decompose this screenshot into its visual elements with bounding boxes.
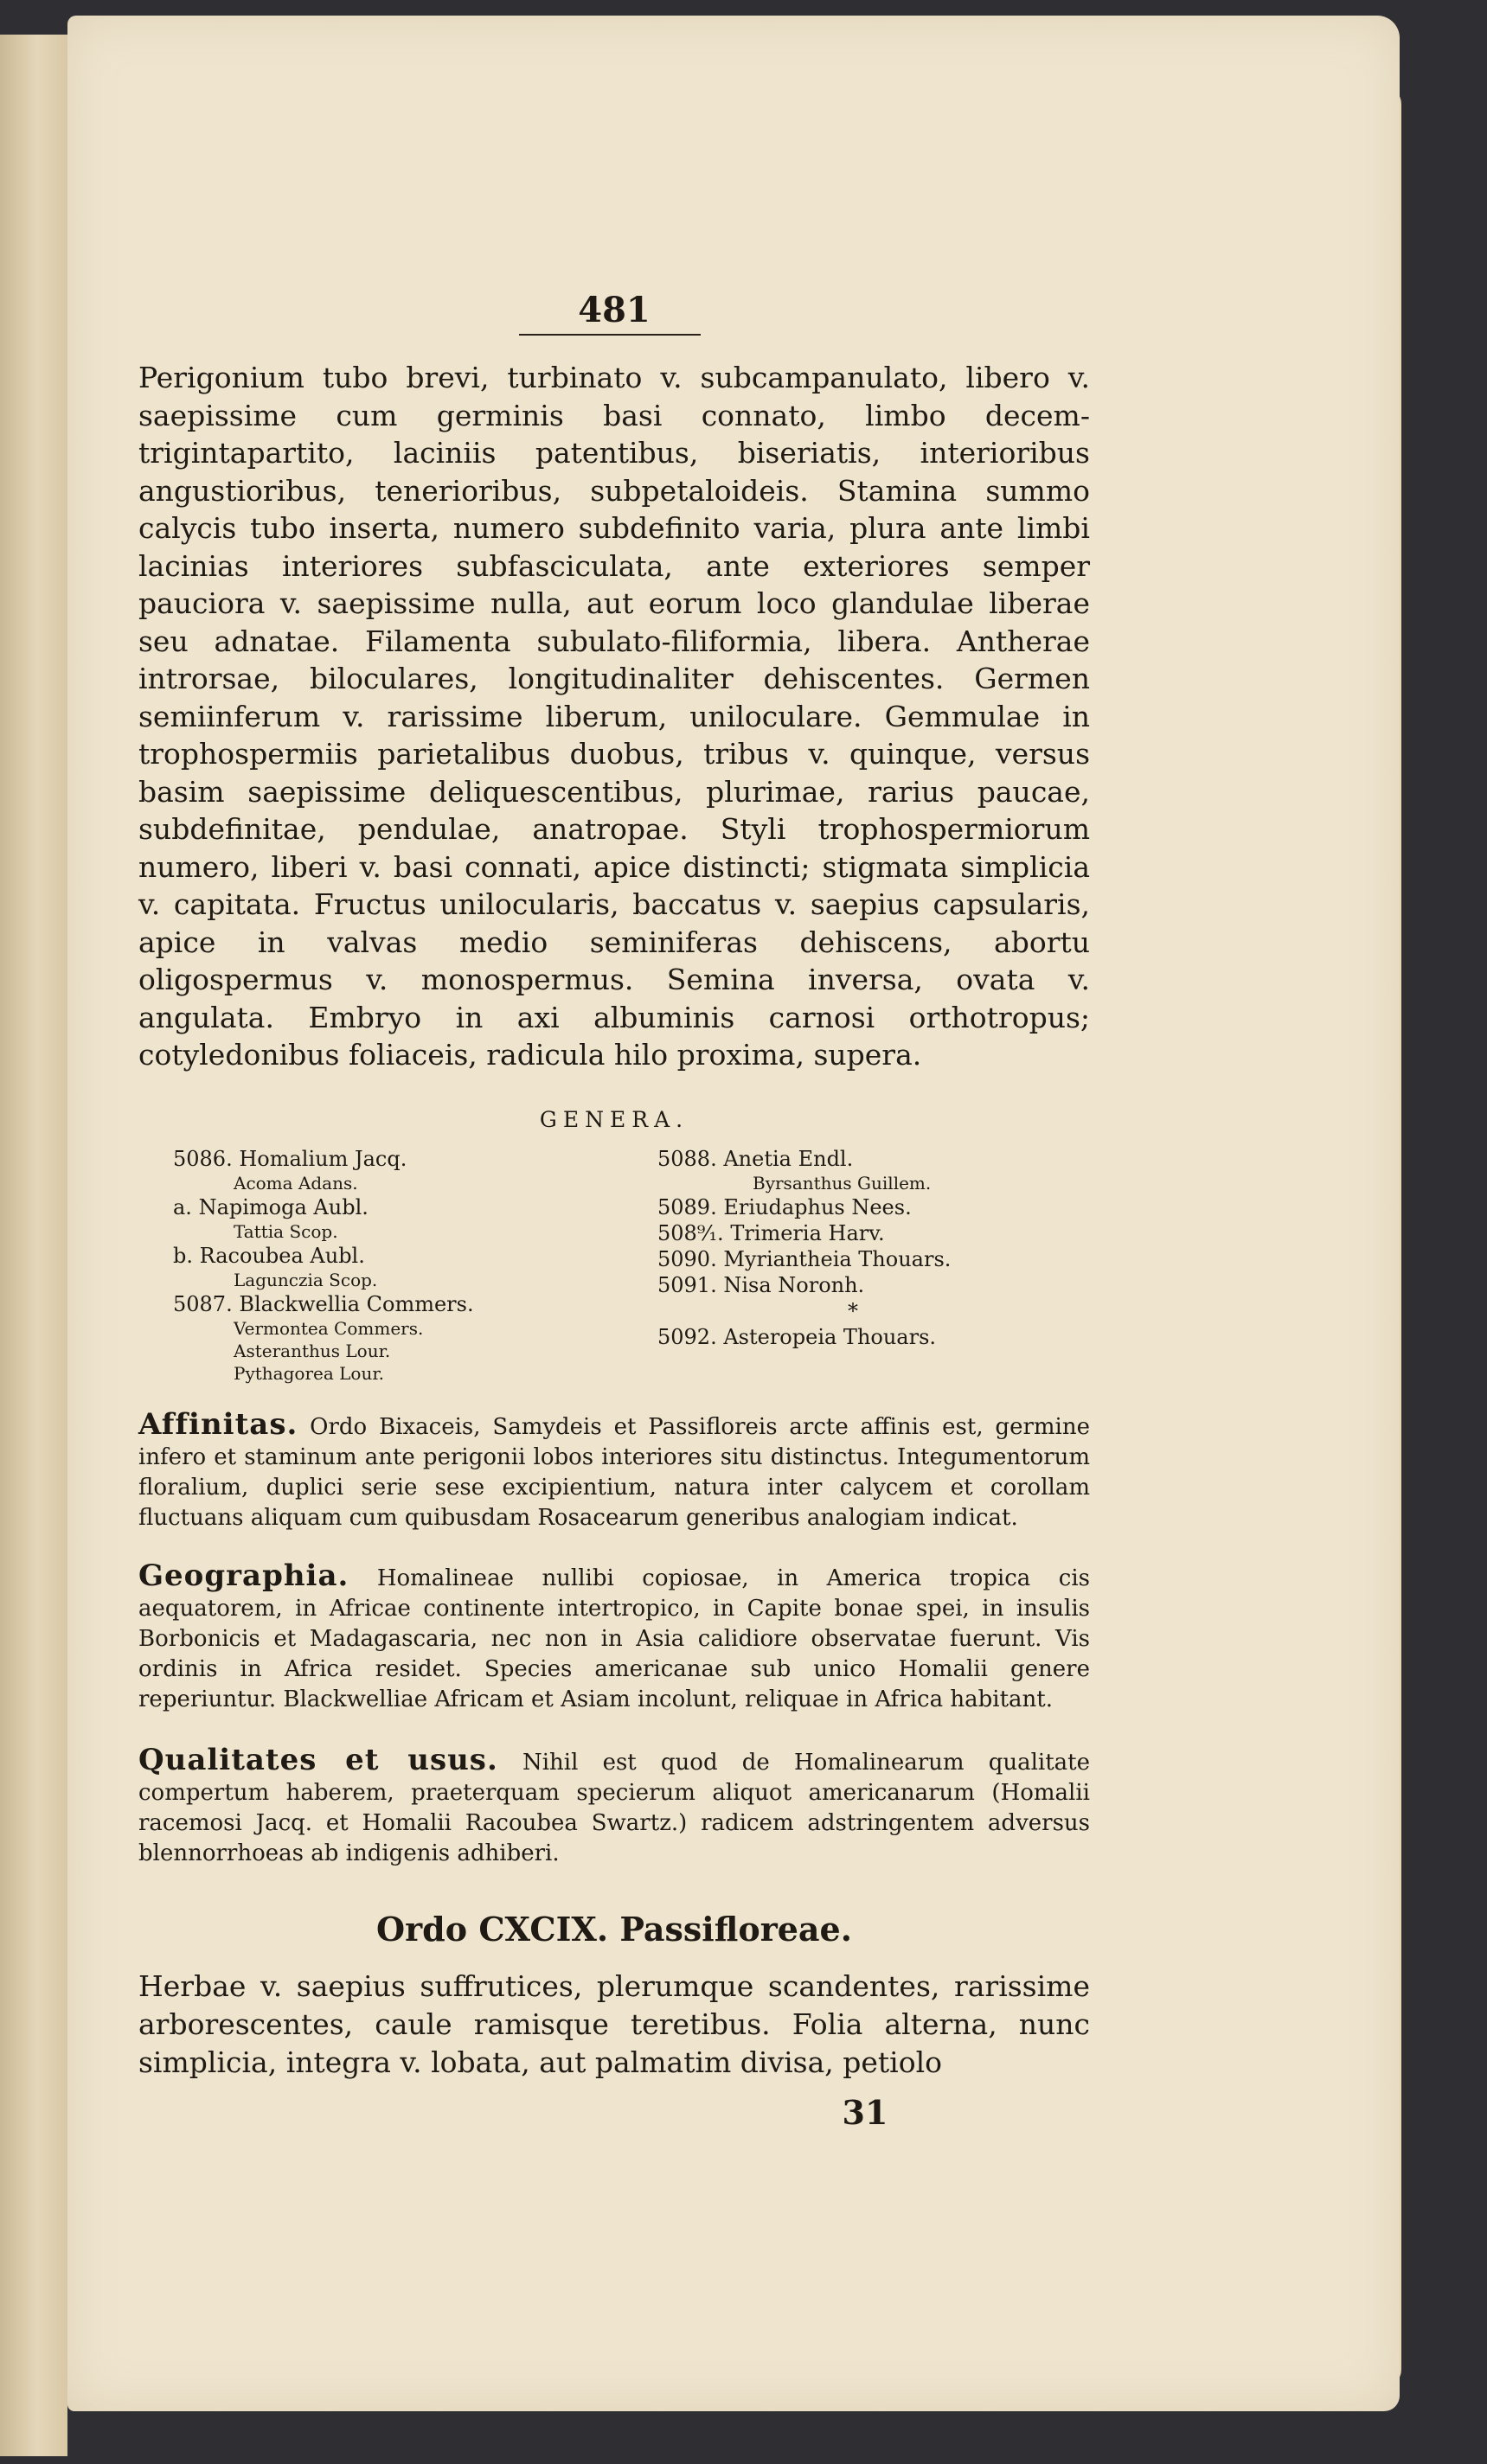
genus-entry: 5086. Homalium Jacq. <box>173 1147 407 1171</box>
description-paragraph <box>138 359 1090 1074</box>
affinitas-section <box>138 1407 1090 1533</box>
genus-entry: Vermontea Commers. <box>234 1318 424 1339</box>
genera-heading: GENERA. <box>539 1107 689 1132</box>
ordo-description: Herbae v. saepius suffrutices, plerumque scandentes, rarissime arborescentes, caule ramisque teretibus. Folia alterna, nunc simplicia, integra v. lobata, aut palmatim divisa, petiolo <box>138 1969 1090 2079</box>
genus-entry: Lagunczia Scop. <box>234 1270 378 1290</box>
genus-entry: Asteranthus Lour. <box>234 1341 391 1361</box>
genus-entry: Acoma Adans. <box>234 1173 358 1194</box>
genus-entry: Pythagorea Lour. <box>234 1363 385 1384</box>
qualitates-text: Nihil est quod de Homalinearum qualitate compertum haberem, praeterquam specierum aliquot americanarum (Homalii racemosi Jacq. et Homalii Racoubea Swartz.) radicem adstringentem adversus blennorrhoeas ab indigenis adhiberi. <box>138 1750 1091 1866</box>
header-rule <box>519 334 701 336</box>
geographia-heading: Geographia. <box>138 1558 349 1593</box>
qualitates-heading: Qualitates et usus. <box>138 1743 498 1777</box>
genus-entry: 508⁹⁄₁. Trimeria Harv. <box>657 1221 885 1245</box>
genus-entry: b. Racoubea Aubl. <box>173 1244 365 1268</box>
genus-entry: 5087. Blackwellia Commers. <box>173 1292 474 1316</box>
qualitates-section <box>138 1745 1090 1869</box>
affinitas-text: Ordo Bixaceis, Samydeis et Passifloreis arcte affinis est, germine infero et staminum ante perigonii lobos interiores situ distinctus. Integumentorum floralium, duplici serie sese excipientium, natura inter calycem et corollam fluctuans aliquam cum quibusdam Rosacearum generibus analogiam indicat. <box>138 1414 1090 1531</box>
genus-entry: 5090. Myriantheia Thouars. <box>657 1247 952 1271</box>
geographia-text: Homalineae nullibi copiosae, in America tropica cis aequatorem, in Africae continente intertropico, in Capite bonae spei, in insulis Borbonicis et Madagascaria, nec non in Asia calidiore observatae fuerunt. Vis ordinis in Africa residet. Species americanae sub unico Homalii genere reperiuntur. Blackwelliae Africam et Asiam incolunt, reliquae in Africa habitant. <box>138 1565 1090 1712</box>
signature-mark: 31 <box>842 2093 888 2132</box>
affinitas-heading: Affinitas. <box>138 1407 298 1442</box>
genus-entry: 5088. Anetia Endl. <box>657 1147 854 1171</box>
facing-page-edge <box>0 35 67 2456</box>
page-number: 481 <box>578 290 651 330</box>
genus-entry: Tattia Scop. <box>234 1221 338 1242</box>
genus-entry: * <box>848 1299 858 1323</box>
genus-entry: 5089. Eriudaphus Nees. <box>657 1195 912 1219</box>
genus-entry: 5092. Asteropeia Thouars. <box>657 1325 937 1349</box>
genus-entry: 5091. Nisa Noronh. <box>657 1273 865 1297</box>
genus-entry: a. Napimoga Aubl. <box>173 1195 369 1219</box>
genus-entry: Byrsanthus Guillem. <box>753 1173 932 1194</box>
genera-column-left <box>173 1146 623 1385</box>
ordo-title: Ordo CXCIX. Passifloreae. <box>376 1910 852 1949</box>
genera-column-right <box>657 1146 1073 1350</box>
description-text: Perigonium tubo brevi, turbinato v. subcampanulato, libero v. saepissime cum germinis basi connato, limbo decem-trigintapartito, laciniis patentibus, biseriatis, interioribus angustioribus, tenerioribus, subpetaloideis. Stamina summo calycis tubo inserta, numero subdefinito varia, plura ante limbi lacinias interiores subfasciculata, ante exteriores semper pauciora v. saepissime nulla, aut eorum loco glandulae liberae seu adnatae. Filamenta subulato-filiformia, libera. Antherae introrsae, biloculares, longitudinaliter dehiscentes. Germen semiinferum v. rarissime liberum, uniloculare. Gemmulae in trophospermiis parietalibus duobus, tribus v. quinque, versus basim saepissime deliquescentibus, plurimae, rarius paucae, subdefinitae, pendulae, anatropae. Styli trophospermiorum numero, liberi v. basi connati, apice distincti; stigmata simplicia v. capitata. Fructus unilocularis, baccatus v. saepius capsularis, apice in valvas medio seminiferas dehiscens, abortu oligospermus v. monospermus. Semina inversa, ovata v. angulata. Embryo in axi albuminis carnosi orthotropus; cotyledonibus foliaceis, radicula hilo proxima, supera. <box>138 361 1090 1072</box>
geographia-section <box>138 1558 1090 1715</box>
